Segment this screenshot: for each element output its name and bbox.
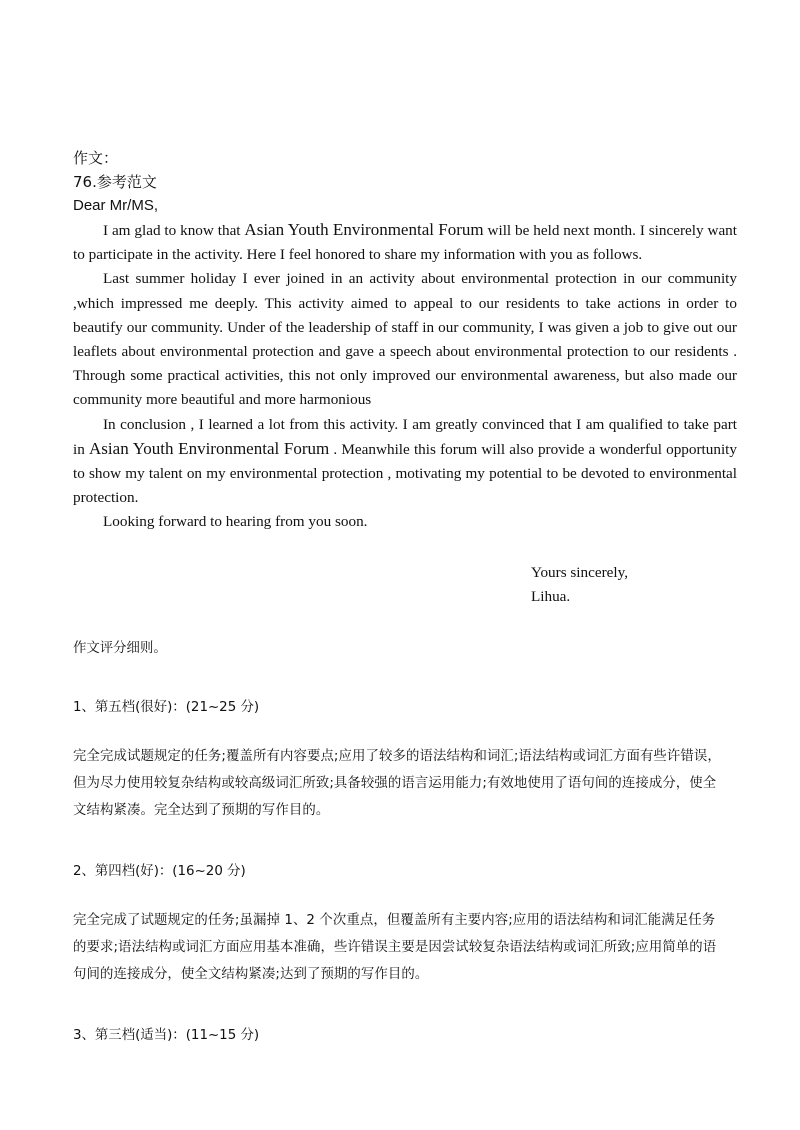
description-line: 完全完成试题规定的任务;覆盖所有内容要点;应用了较多的语法结构和词汇;语法结构或词汇方面有些许错误， [73,749,721,764]
question-heading [73,146,158,218]
description-line: 完全完成了试题规定的任务;虽漏掉 1、2 个次重点，但覆盖所有主要内容;应用的语法结构和词汇能满足任务 [73,913,716,928]
letter-paragraph-3: In conclusion , I learned a lot from this activity. I am greatly convinced that I am qualified to take part in Asian Youth Environmental Forum . Meanwhile this forum will also provide a wonderful opportunity to show my talent on my environmental protection , motivating my potential to be devoted to environmental protection. [73,415,737,507]
level-description [73,743,745,824]
sample-letter [73,218,737,535]
description-line: 的要求;语法结构或词汇方面应用基本准确，些许错误主要是因尝试较复杂语法结构或词汇所致;应用简单的语 [73,940,717,955]
level-heading: 3、第三档(适当)：(11~15 分) [73,1028,260,1043]
signature: Lihua. [531,588,571,605]
level-heading: 1、第五档(很好)：(21~25 分) [73,700,260,715]
rubric-title: 作文评分细则。 [73,641,167,656]
description-line: 文结构紧凑。完全达到了预期的写作目的。 [73,803,330,818]
forum-name: Asian Youth Environmental Forum [244,220,484,239]
letter-closing [531,561,628,609]
letter-paragraph-2: Last summer holiday I ever joined in an activity about environmental protection in our community ,which impressed me deeply. This activity aimed to appeal to our residents to take actions in order to beautify our community. Under of the leadership of staff in our community, I was given a job to give out our leaflets about environmental protection and gave a speech about environmental protection to our residents . Through some practical activities, this not only improved our environmental awareness, but also made our community more beautiful and more harmonious [73,270,737,409]
description-line: 句间的连接成分，使全文结构紧凑;达到了预期的写作目的。 [73,967,429,982]
section-title: 作文： [73,149,119,167]
forum-name: Asian Youth Environmental Forum [89,438,330,458]
letter-paragraph-1: I am glad to know that Asian Youth Environmental Forum will be held next month. I sincerely want to participate in the activity. Here I feel honored to share my information with you as follows. [73,220,737,264]
level-description [73,907,745,988]
description-line: 但为尽力使用较复杂结构或较高级词汇所致;具备较强的语言运用能力;有效地使用了语句间的连接成分，使全 [73,776,717,791]
level-heading: 2、第四档(好)：(16~20 分) [73,864,246,879]
scoring-rubric [73,638,745,1047]
complimentary-close: Yours sincerely, [531,564,629,581]
question-number: 76.参考范文 [73,173,157,191]
salutation: Dear Mr/MS, [73,197,159,214]
letter-paragraph-4: Looking forward to hearing from you soon. [103,513,368,531]
